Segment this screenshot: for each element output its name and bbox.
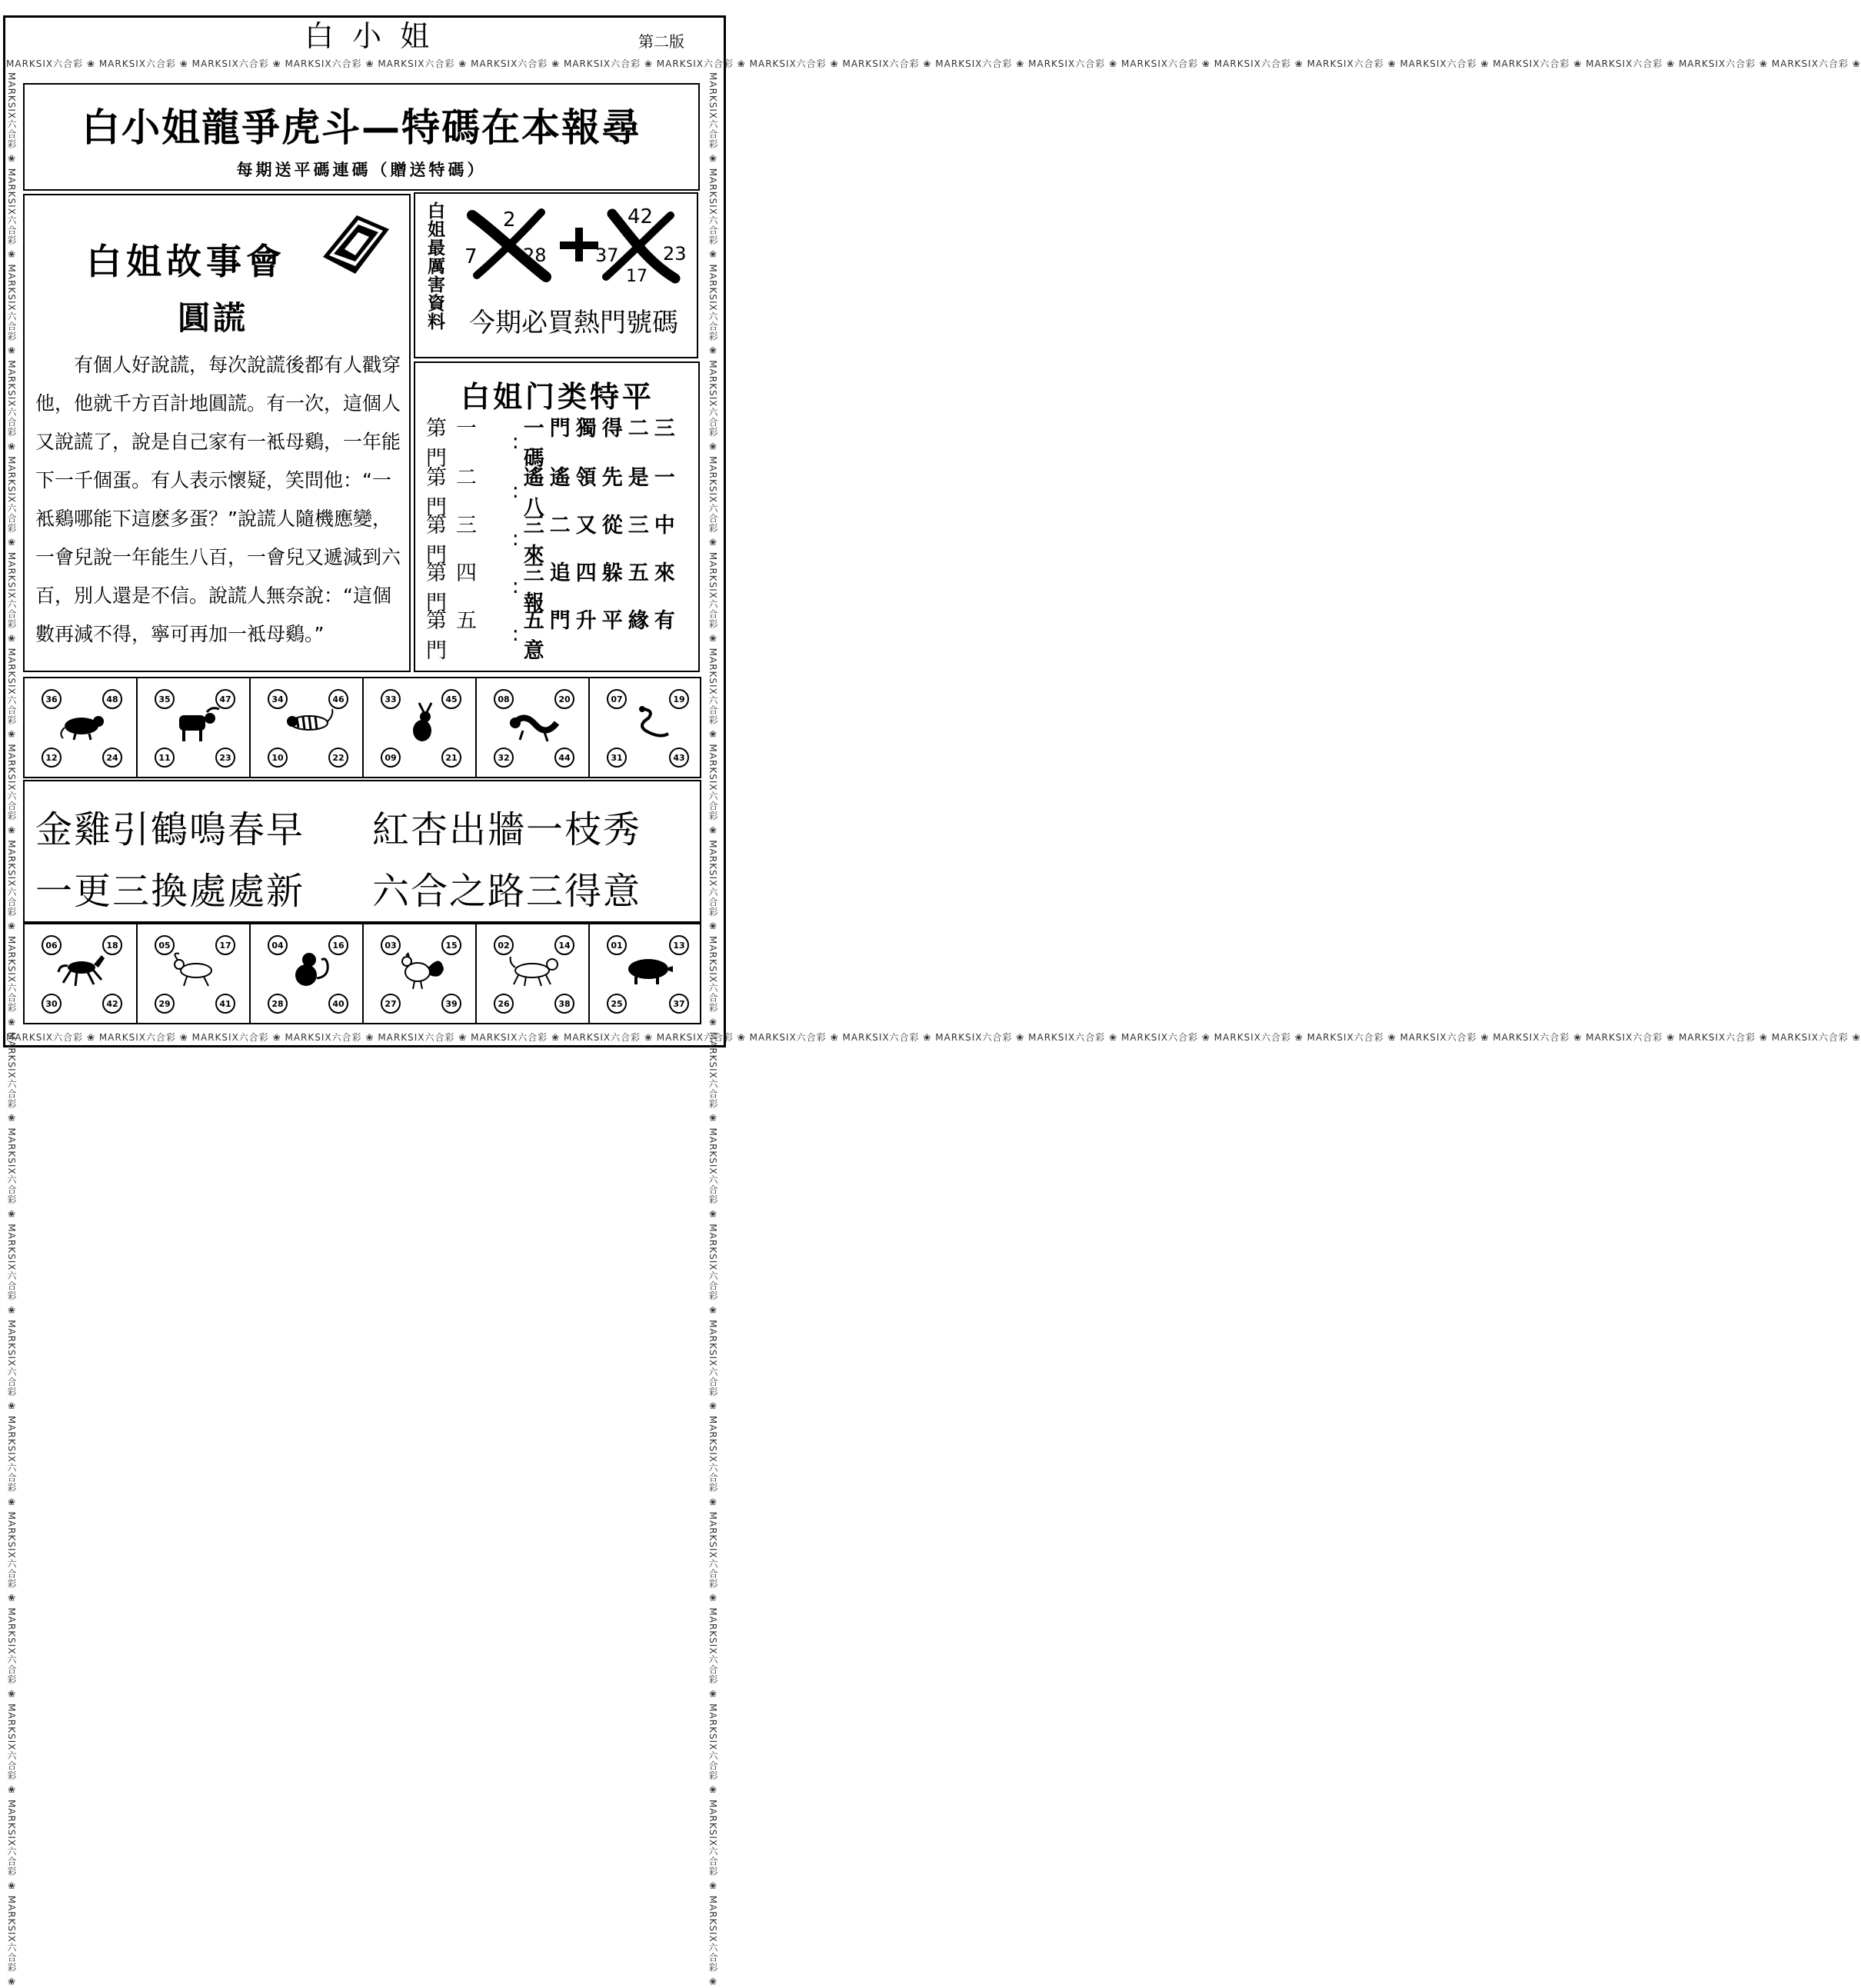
door-text: 遙遙領先是一八 (523, 466, 681, 520)
zodiac-cell (477, 924, 590, 1023)
number-ball: 10 (268, 748, 288, 768)
number-ball: 35 (155, 689, 175, 709)
vip-box (414, 192, 698, 358)
number-ball: 21 (441, 748, 461, 768)
monkey-icon (281, 949, 335, 991)
number-ball: 30 (42, 994, 62, 1014)
poem-line-1a: 金雞引鶴鳴春早 (35, 808, 305, 851)
zodiac-cell (138, 924, 251, 1023)
tiger-icon (281, 703, 335, 744)
door-label: 第四門 (426, 561, 486, 615)
door-row-5 (426, 609, 698, 663)
zodiac-cell (25, 678, 138, 777)
number-ball: 08 (494, 689, 514, 709)
door-colon: : (511, 621, 519, 646)
rooster-icon (395, 949, 448, 991)
door-colon: : (511, 429, 519, 454)
door-row-4 (426, 561, 698, 615)
door-label: 第五門 (426, 609, 486, 663)
dog-icon (508, 949, 561, 991)
number-ball: 26 (494, 994, 514, 1014)
number-ball: 44 (554, 748, 574, 768)
story-title: 圓謊 (177, 299, 248, 337)
number-ball: 29 (155, 994, 175, 1014)
number-ball: 23 (215, 748, 235, 768)
doors-box (414, 361, 700, 672)
number-ball: 12 (42, 748, 62, 768)
number-ball: 42 (102, 994, 122, 1014)
door-text: 三追四躲五來報 (523, 561, 681, 615)
poem-box (23, 780, 701, 923)
border-strip-top: MARKSIX六合彩 ❀ MARKSIX六合彩 ❀ MARKSIX六合彩 ❀ MARKSIX六合彩 ❀ MARKSIX六合彩 ❀ MARKSIX六合彩 ❀ MARKSIX六合彩 ❀ MARKSIX六合彩 ❀ MARKSIX六合彩 ❀ MARKSIX六合彩 ❀ MARKSIX六合彩 ❀ MARKSIX六合彩 ❀ MARKSIX六合彩 ❀ MARKSIX六合彩 ❀ MARKSIX六合彩 ❀ MARKSIX六合彩 ❀ MARKSIX六合彩 ❀ MARKSIX六合彩 ❀ MARKSIX六合彩 ❀ MARKSIX六合彩 ❀ (6, 58, 1861, 69)
number-ball: 20 (554, 689, 574, 709)
rat-icon (55, 703, 109, 744)
banner-subline: 每期送平碼連碼（贈送特碼） (236, 161, 487, 179)
number-ball: 37 (669, 994, 689, 1014)
number-ball: 13 (669, 935, 689, 955)
dragon-icon (508, 703, 561, 744)
story-body (35, 346, 403, 661)
vip-left-number-1: 7 (464, 245, 478, 268)
vip-left-number-2: 2 (503, 208, 516, 231)
doors-title: 白姐门类特平 (460, 379, 654, 414)
number-ball: 15 (441, 935, 461, 955)
story-paragraph: 有個人好說謊，每次說謊後都有人戳穿他，他就千方百計地圓謊。有一次，這個人又說謊了，說是自己家有一袛母鷄，一年能下一千個蛋。有人表示懷疑，笑問他：“一袛鷄哪能下這麽多蛋？”說謊人隨機應變，一會兒說一年能生八百，一會兒又遞減到六百，別人還是不信。說謊人無奈說：“這個數再減不得，寧可再加一袛母鷄。” (35, 354, 401, 645)
number-ball: 46 (328, 689, 348, 709)
number-ball: 28 (268, 994, 288, 1014)
story-box (23, 194, 411, 672)
number-ball: 27 (381, 994, 401, 1014)
number-ball: 16 (328, 935, 348, 955)
border-strip-right: MARKSIX六合彩 ❀ MARKSIX六合彩 ❀ MARKSIX六合彩 ❀ MARKSIX六合彩 ❀ MARKSIX六合彩 ❀ MARKSIX六合彩 ❀ MARKSIX六合彩 ❀ MARKSIX六合彩 ❀ MARKSIX六合彩 ❀ MARKSIX六合彩 ❀ MARKSIX六合彩 ❀ MARKSIX六合彩 ❀ MARKSIX六合彩 ❀ MARKSIX六合彩 ❀ MARKSIX六合彩 ❀ MARKSIX六合彩 ❀ MARKSIX六合彩 ❀ MARKSIX六合彩 ❀ MARKSIX六合彩 ❀ MARKSIX六合彩 ❀ (707, 72, 718, 1988)
door-label: 第一門 (426, 417, 486, 471)
poem-line-2a: 一更三換處處新 (35, 870, 305, 913)
zodiac-cell (138, 678, 251, 777)
number-ball: 40 (328, 994, 348, 1014)
door-text: 一門獨得二三碼 (523, 417, 681, 471)
door-label: 第二門 (426, 466, 486, 520)
zodiac-cell (477, 678, 590, 777)
banner-headline: 白小姐龍爭虎斗—特碼在本報尋 (82, 105, 641, 150)
door-row-3 (426, 514, 698, 568)
horse-icon (55, 949, 109, 991)
door-text: 三二又從三中來 (523, 514, 681, 568)
masthead-title: 白 小 姐 (304, 19, 434, 53)
vip-right-number-4: 17 (626, 267, 648, 286)
zodiac-cell (251, 678, 364, 777)
number-ball: 14 (554, 935, 574, 955)
door-colon: : (511, 574, 519, 598)
door-colon: : (511, 478, 519, 503)
book-icon (315, 203, 392, 277)
snake-icon (621, 703, 674, 744)
number-ball: 36 (42, 689, 62, 709)
number-ball: 06 (42, 935, 62, 955)
number-ball: 24 (102, 748, 122, 768)
door-colon: : (511, 526, 519, 551)
edition-label: 第二版 (638, 32, 684, 51)
zodiac-cell (251, 924, 364, 1023)
door-row-2 (426, 466, 698, 520)
number-ball: 25 (607, 994, 627, 1014)
poem-line-2b: 六合之路三得意 (372, 870, 642, 913)
number-ball: 32 (494, 748, 514, 768)
rabbit-icon (395, 703, 448, 744)
vip-side-label: 白姐最厲害資料 (424, 201, 444, 331)
number-ball: 39 (441, 994, 461, 1014)
door-label: 第三門 (426, 514, 486, 568)
number-ball: 17 (215, 935, 235, 955)
number-ball: 33 (381, 689, 401, 709)
number-ball: 34 (268, 689, 288, 709)
zodiac-row-top (23, 677, 701, 778)
number-ball: 03 (381, 935, 401, 955)
number-ball: 41 (215, 994, 235, 1014)
ox-icon (168, 703, 222, 744)
zodiac-cell (25, 924, 138, 1023)
poem-line-1b: 紅杏出牆一枝秀 (372, 808, 642, 851)
number-ball: 45 (441, 689, 461, 709)
vip-right-number-2: 42 (628, 205, 654, 228)
number-ball: 02 (494, 935, 514, 955)
vip-right-number-3: 23 (663, 243, 687, 265)
number-ball: 47 (215, 689, 235, 709)
number-ball: 09 (381, 748, 401, 768)
border-strip-left: MARKSIX六合彩 ❀ MARKSIX六合彩 ❀ MARKSIX六合彩 ❀ MARKSIX六合彩 ❀ MARKSIX六合彩 ❀ MARKSIX六合彩 ❀ MARKSIX六合彩 ❀ MARKSIX六合彩 ❀ MARKSIX六合彩 ❀ MARKSIX六合彩 ❀ MARKSIX六合彩 ❀ MARKSIX六合彩 ❀ MARKSIX六合彩 ❀ MARKSIX六合彩 ❀ MARKSIX六合彩 ❀ MARKSIX六合彩 ❀ MARKSIX六合彩 ❀ MARKSIX六合彩 ❀ MARKSIX六合彩 ❀ MARKSIX六合彩 ❀ (6, 72, 17, 1988)
pig-icon (621, 949, 674, 991)
number-ball: 18 (102, 935, 122, 955)
goat-icon (168, 949, 222, 991)
zodiac-row-bottom (23, 923, 701, 1024)
banner-box (23, 83, 700, 191)
number-ball: 31 (607, 748, 627, 768)
vip-tagline: 今期必買熱門號碼 (469, 307, 678, 338)
number-ball: 22 (328, 748, 348, 768)
number-ball: 48 (102, 689, 122, 709)
number-ball: 38 (554, 994, 574, 1014)
border-strip-bottom: MARKSIX六合彩 ❀ MARKSIX六合彩 ❀ MARKSIX六合彩 ❀ MARKSIX六合彩 ❀ MARKSIX六合彩 ❀ MARKSIX六合彩 ❀ MARKSIX六合彩 ❀ MARKSIX六合彩 ❀ MARKSIX六合彩 ❀ MARKSIX六合彩 ❀ MARKSIX六合彩 ❀ MARKSIX六合彩 ❀ MARKSIX六合彩 ❀ MARKSIX六合彩 ❀ MARKSIX六合彩 ❀ MARKSIX六合彩 ❀ MARKSIX六合彩 ❀ MARKSIX六合彩 ❀ MARKSIX六合彩 ❀ MARKSIX六合彩 ❀ (6, 1032, 1861, 1043)
zodiac-cell (364, 678, 477, 777)
number-ball: 04 (268, 935, 288, 955)
door-text: 五門升平緣有意 (523, 609, 681, 663)
number-ball: 05 (155, 935, 175, 955)
number-ball: 19 (669, 689, 689, 709)
number-ball: 43 (669, 748, 689, 768)
zodiac-cell (590, 924, 703, 1023)
zodiac-cell (364, 924, 477, 1023)
door-row-1 (426, 417, 698, 471)
number-ball: 01 (607, 935, 627, 955)
number-ball: 11 (155, 748, 175, 768)
vip-number-graphic (455, 200, 695, 286)
story-column-title: 白姐故事會 (86, 241, 286, 282)
vip-left-number-3: 28 (523, 245, 547, 266)
number-ball: 07 (607, 689, 627, 709)
zodiac-cell (590, 678, 703, 777)
vip-right-number-1: 37 (595, 245, 619, 266)
